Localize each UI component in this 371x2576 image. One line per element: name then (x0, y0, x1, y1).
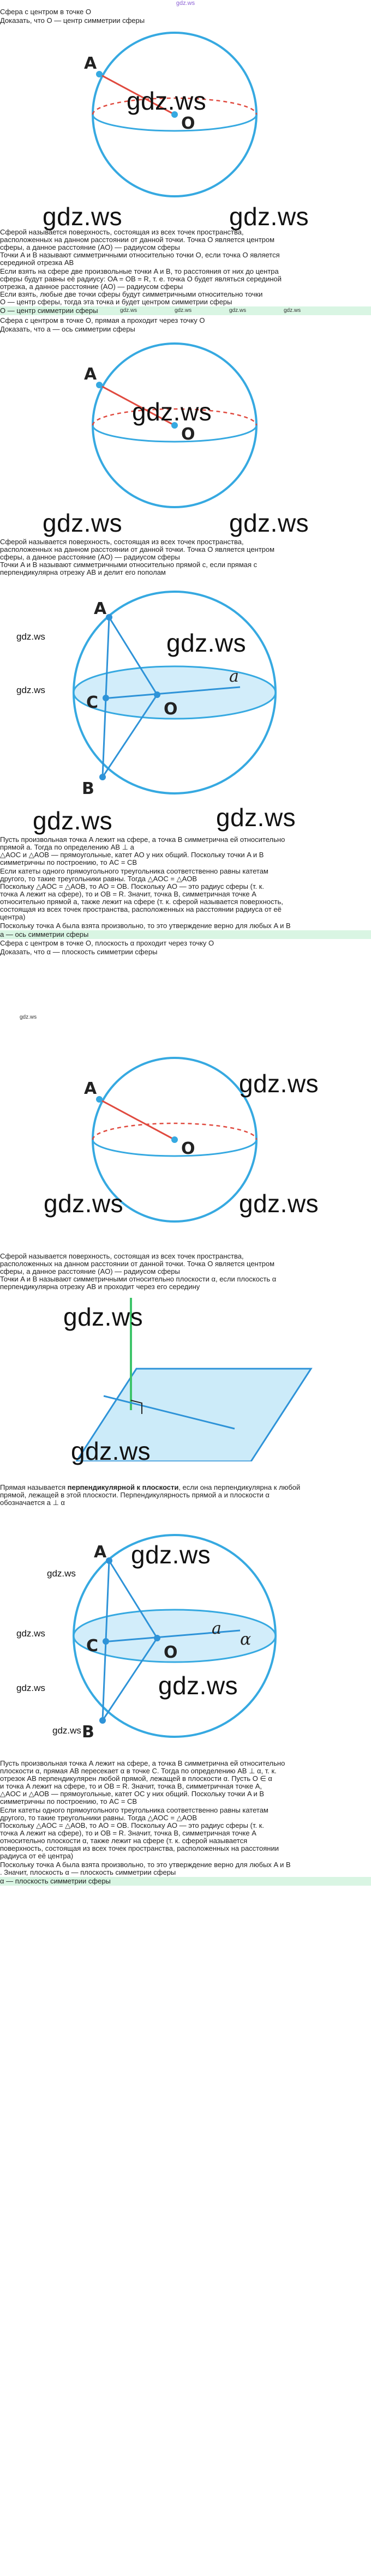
sphere-axis-figure (55, 578, 360, 802)
s2-prove: Доказать, что a — ось симметрии сферы (0, 325, 135, 333)
watermark-small: gdz.ws (16, 631, 45, 642)
s3-text: относительно плоскости α, также лежит на сфере (т. к. сферой называется (0, 1837, 248, 1845)
point-a (106, 614, 112, 621)
label-axis-a: a (229, 667, 239, 686)
s1-answer: O — центр симметрии сферы (0, 306, 371, 315)
s2-text: Пусть произвольная точка A лежит на сфере, а точка B симметрична ей относительно (0, 835, 285, 844)
watermark-small: gdz.ws (284, 308, 301, 314)
s1-text: Сферой называется поверхность, состоящая из всех точек пространства, (0, 228, 244, 236)
watermark: gdz.ws (71, 1437, 151, 1465)
radius-ao (99, 1099, 175, 1140)
s3-answer: α — плоскость симметрии сферы (0, 1877, 371, 1886)
s2-text: Если катеты одного прямоугольного треугольника соответственно равны катетам (0, 867, 268, 875)
label-o: O (164, 700, 178, 719)
watermark-small: gdz.ws (120, 308, 137, 314)
s3-text: перпендикулярна отрезку AB и проходит через его середину (0, 1283, 200, 1291)
watermark-small: gdz.ws (16, 1628, 45, 1639)
watermark: gdz.ws (43, 509, 123, 537)
s3-text: расположенных на данном расстоянии от данной точки. Точка O является центром (0, 1260, 275, 1268)
label-o: O (164, 1643, 178, 1662)
point-a (96, 382, 103, 388)
s1-text: сферы, а данное расстояние (AO) — радиусом сферы (0, 243, 180, 251)
watermark-small: gdz.ws (16, 1683, 45, 1693)
s2-answer: a — ось симметрии сферы (0, 930, 371, 939)
point-o (154, 1635, 160, 1641)
point-o (171, 1136, 178, 1143)
label-a: A (84, 54, 97, 73)
site-header[interactable]: gdz.ws (176, 0, 195, 7)
s1-text: сферы будут равны её радиусу: OA = OB = R, т. е. точка O будет являться серединой (0, 275, 282, 283)
s2-text: Точки A и B называют симметричными относительно прямой c, если прямая c (0, 561, 258, 569)
s1-text: отрезка, а данное расстояние (AO) — радиусом сферы (0, 282, 183, 291)
s2-text: симметричны по построению, то AC = CB (0, 858, 137, 866)
watermark: gdz.ws (131, 1540, 211, 1569)
s1-text: Если взять на сфере две произвольные точки A и B, то расстояния от них до центра (0, 267, 279, 275)
s3-text: Поскольку точка A была взята произвольно, то это утверждение верно для любых A и B (0, 1861, 291, 1869)
s1-text: серединой отрезка AB (0, 258, 74, 267)
watermark-small: gdz.ws (47, 1568, 76, 1579)
s1-text: O — центр сферы, тогда эта точка и будет центром симметрии сферы (0, 298, 232, 306)
s3-text: поверхность, состоящая из всех точек пространства, расположенных на расстоянии (0, 1844, 279, 1852)
s3-text: точка A лежит на сфере), то и OB = R. Значит, точка B, симметричная точке A (0, 1829, 256, 1837)
watermark-small: gdz.ws (175, 308, 192, 314)
s2-text: Сферой называется поверхность, состоящая из всех точек пространства, (0, 538, 244, 546)
label-o: O (181, 425, 195, 444)
label-a-line: a (212, 1619, 222, 1638)
s2-text: перпендикулярна отрезку AB и делит его пополам (0, 568, 166, 576)
label-a: A (94, 1543, 107, 1562)
point-a (106, 1557, 112, 1564)
s3-text: плоскости α, прямая AB пересекает α в точке C. Тогда по определению AB ⊥ α, т. к. (0, 1767, 277, 1775)
s2-text: точка A лежит на сфере), то и OB = R. Значит, точка B, симметричная точке A (0, 890, 256, 898)
watermark: gdz.ws (127, 87, 207, 115)
point-o (154, 691, 160, 698)
watermark: gdz.ws (63, 1303, 143, 1331)
s3-text: Поскольку △AOC = △AOB, то AO = OB. Поскольку AO — это радиус сферы (т. к. (0, 1821, 264, 1829)
watermark: gdz.ws (239, 1069, 319, 1098)
point-c (103, 695, 109, 701)
label-o: O (181, 114, 195, 133)
label-b: B (82, 779, 94, 798)
s3-text: радиуса от её центра) (0, 1852, 74, 1860)
s2-text: расположенных на данном расстоянии от данной точки. Точка O является центром (0, 545, 275, 553)
s3-text: и точка A лежит на сфере, то и OB = R. Значит, точка B, симметричная точке A, (0, 1782, 262, 1790)
label-a: A (84, 1079, 97, 1098)
watermark: gdz.ws (43, 202, 123, 231)
s3-text: обозначается a ⊥ α (0, 1498, 65, 1507)
s2-text: Поскольку △AOC = △AOB, то AO = OB. Поскольку AO — это радиус сферы (т. к. (0, 882, 264, 890)
s2-text: △AOC и △AOB — прямоугольные, катет AO у них общий. Поскольку точки A и B (0, 851, 264, 859)
label-alpha: α (240, 1630, 252, 1649)
s3-text: другого, то такие треугольники равны. Тогда △AOC = △AOB (0, 1814, 198, 1822)
watermark: gdz.ws (216, 803, 296, 832)
watermark: gdz.ws (44, 1189, 124, 1218)
s3-given: Сфера с центром в точке O, плоскость α проходит через точку O (0, 939, 214, 947)
s2-text: относительно прямой a, также лежит на сфере (т. к. сферой называется поверхность, (0, 898, 283, 906)
s3-text: отрезок AB перпендикулярен любой прямой, лежащей в плоскости α. Пусть O ∈ α (0, 1774, 272, 1783)
watermark-small: gdz.ws (20, 1014, 37, 1020)
s3-text: Пусть произвольная точка A лежит на сфере, а точка B симметрична ей относительно (0, 1759, 285, 1767)
label-a: A (84, 365, 97, 384)
s2-given: Сфера с центром в точке O, прямая a проходит через точку O (0, 316, 205, 324)
s1-text: Точки A и B называют симметричными относительно точки O, если точка O является (0, 251, 280, 259)
definition-term: перпендикулярной к плоскости (67, 1483, 179, 1491)
label-a: A (94, 599, 107, 618)
point-b (99, 774, 106, 780)
s2-text: Поскольку точка A была взята произвольно, то это утверждение верно для любых A и B (0, 922, 291, 930)
point-a (96, 71, 103, 77)
s2-text: сферы, а данное расстояние (AO) — радиусом сферы (0, 553, 180, 561)
s3-text: . Значит, плоскость α — плоскость симметрии сферы (0, 1868, 176, 1876)
watermark-small: gdz.ws (52, 1725, 81, 1736)
s3-text: Точки A и B называют симметричными относительно плоскости α, если плоскость α (0, 1275, 277, 1283)
watermark: gdz.ws (158, 1671, 238, 1700)
point-b (99, 1717, 106, 1724)
s3-text: Сферой называется поверхность, состоящая из всех точек пространства, (0, 1252, 244, 1260)
label-o: O (181, 1139, 195, 1158)
s1-given: Сфера с центром в точке O (0, 8, 92, 16)
watermark-small: gdz.ws (16, 685, 45, 695)
watermark-small: gdz.ws (229, 308, 247, 314)
s1-prove: Доказать, что O — центр симметрии сферы (0, 16, 145, 25)
s2-text: прямой a. Тогда по определению AB ⊥ a (0, 843, 134, 851)
point-c (103, 1638, 109, 1645)
watermark: gdz.ws (33, 806, 113, 835)
s2-text: центра) (0, 913, 26, 921)
s3-text: прямой, лежащей в этой плоскости. Перпендикулярность прямой a и плоскости α (0, 1491, 270, 1499)
s3-text: △AOC и △AOB — прямоугольные, катет OC у них общий. Поскольку точки A и B (0, 1790, 265, 1798)
s3-text: симметричны по построению, то AC = CB (0, 1797, 137, 1805)
watermark: gdz.ws (229, 509, 309, 537)
s2-text: другого, то такие треугольники равны. Тогда △AOC = △AOB (0, 875, 198, 883)
watermark: gdz.ws (229, 202, 309, 231)
s1-text: расположенных на данном расстоянии от данной точки. Точка O является центром (0, 236, 275, 244)
point-a (96, 1096, 103, 1103)
s2-text: состоящая из всех точек пространства, расположенных на расстоянии радиуса от её (0, 905, 282, 913)
label-c: C (86, 1636, 99, 1656)
s1-text: Если взять, любые две точки сферы будут симметричными относительно точки (0, 290, 263, 298)
watermark: gdz.ws (239, 1189, 319, 1218)
s3-text: сферы, а данное расстояние (AO) — радиусом сферы (0, 1267, 180, 1275)
s3-definition: Прямая называется перпендикулярной к плоскости, если она перпендикулярна к любой (0, 1483, 301, 1491)
watermark: gdz.ws (132, 398, 212, 426)
watermark: gdz.ws (166, 629, 247, 657)
label-c: C (86, 693, 99, 712)
label-b: B (82, 1723, 94, 1742)
s3-prove: Доказать, что α — плоскость симметрии сферы (0, 948, 158, 956)
s3-text: Если катеты одного прямоугольного треугольника соответственно равны катетам (0, 1806, 268, 1814)
